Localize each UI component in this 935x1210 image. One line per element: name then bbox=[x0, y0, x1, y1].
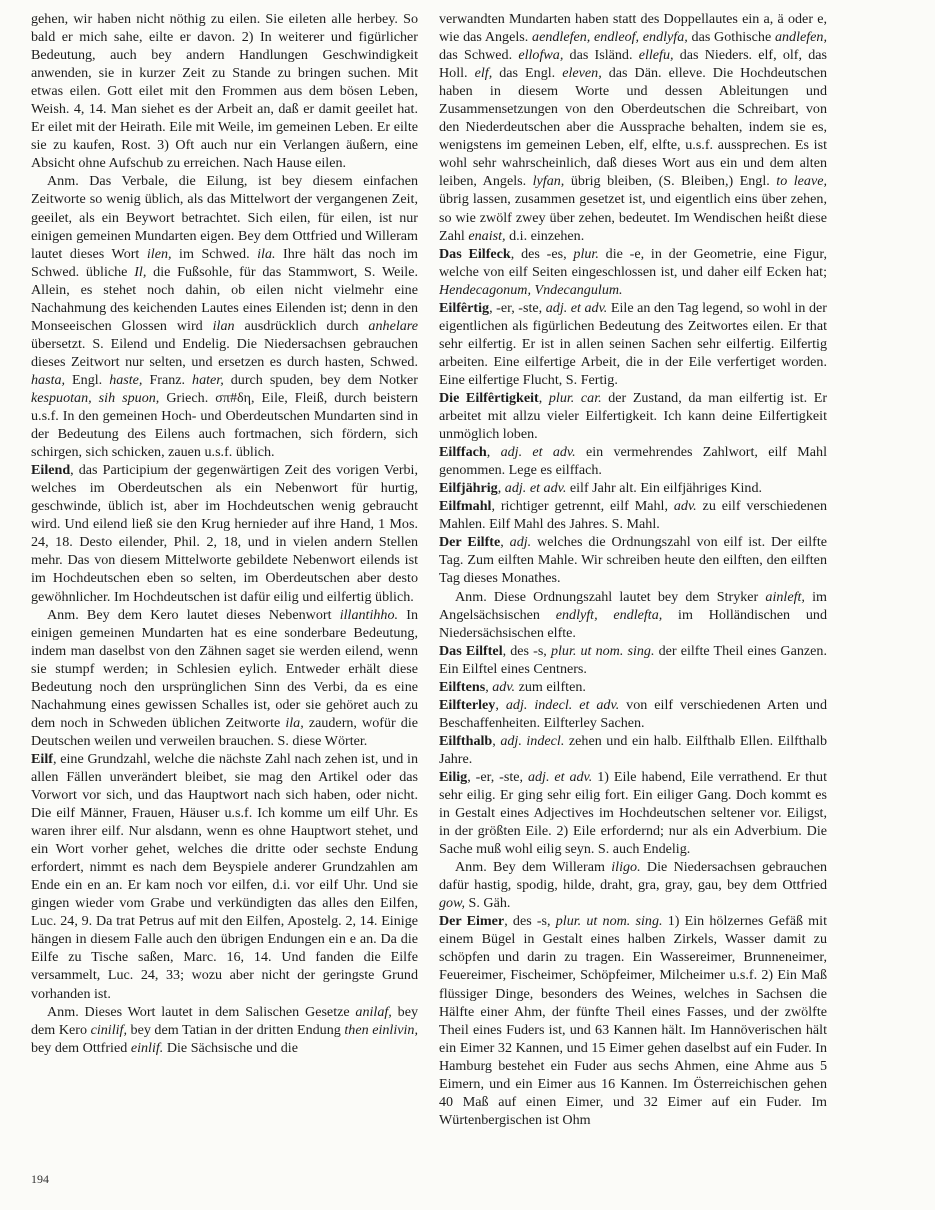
body-text: , das Participium der gegenwärtigen Zeit des vorigen Verbi, welches im Oberdeutschen als ein Nebenwort für hurtig, geschwinde, üblich ist, aber im Hochdeutschen wenig gebraucht wird. Und eilend ließ sie den Krug hernieder auf ihre Hand, 1 Mos. 24, 18. Desto eilender, Phil. 2, 18, und in vielen andern Stellen mehr. Das von diesem Mittelworte gebildete Nebenwort eilends ist im Hochdeutschen eben so selten, im Oberdeutschen aber desto gewöhnlicher. Im Hochdeutschen ist dafür eilig und eilfertig üblich. bbox=[31, 462, 418, 605]
headword: Der Eilfte bbox=[439, 534, 501, 551]
italic-term: adj. indecl. et adv. bbox=[505, 696, 620, 713]
italic-term: endlyft, endlefta, bbox=[555, 606, 663, 623]
body-text: Die Niedersachsen gebrauchen dafür hastig, spodig, hilde, draht, gra, gray, gau, bey dem Ottfried bbox=[439, 859, 827, 894]
italic-term: adj. bbox=[509, 534, 532, 551]
annotation-paragraph bbox=[31, 1003, 418, 1057]
dictionary-entry bbox=[439, 912, 827, 1129]
body-text: übrig bleiben, (S. Bleiben,) Engl. bbox=[564, 173, 777, 190]
body-text: gehen, wir haben nicht nöthig zu eilen. Sie eileten alle herbey. So bald er mich sahe, eilte er davon. 2) In weiterer und figürlicher Bedeutung, auch bey andern Handlungen Geschwindigkeit anwenden, sie in kurzer Zeit zu Stande zu bringen suchen. Mit etwas eilen. Gott eilet mit den Frommen aus dem bösen Leben, Weish. 4, 14. Man siehet es der Arbeit an, daß er damit geeilet hat. Er eilet mit der Heirath. Eile mit Weile, im gemeinen Leben. Er eilte sie zu kaufen, Rost. 3) Oft auch nur ein Verlangen äußern, eine Absicht ohne Aufschub zu erreichen. Nach Hause eilen. bbox=[31, 11, 418, 172]
body-text: zehen und ein halb. Eilfthalb Ellen. Eilfthalb Jahre. bbox=[439, 732, 827, 767]
dictionary-entry bbox=[439, 479, 827, 497]
italic-term: elf, bbox=[474, 65, 493, 82]
body-text: welches die Ordnungszahl von eilf ist. Der eilfte Tag. Zum eilften Mahle. Wir schreiben heute den eilften, den eilften Tag dieses Monathes. bbox=[439, 534, 827, 587]
body-text: , -er, -ste, bbox=[489, 299, 546, 316]
headword: Die Eilfêrtigkeit bbox=[439, 389, 539, 406]
dictionary-entry bbox=[439, 389, 827, 443]
dictionary-entry bbox=[439, 642, 827, 678]
body-text: bey dem Tatian in der dritten Endung bbox=[126, 1021, 345, 1038]
body-text: , richtiger getrennt, eilf Mahl, bbox=[491, 498, 674, 515]
body-text: durch spuden, bey dem Notker bbox=[223, 371, 418, 388]
headword: Der Eimer bbox=[439, 913, 505, 930]
body-text: , bbox=[497, 480, 505, 497]
body-text: der Zustand, da man eilfertig ist. Er arbeitet mit allzu vieler Eilfertigkeit. Ich kann deine Eilfertigkeit unmöglich loben. bbox=[439, 389, 827, 443]
body-text: das Dän. elleve. Die Hochdeutschen haben in diesem Worte und dessen Ableitungen und Zusammensetzungen von den Oberdeutschen die Schreibart, von den Niederdeutschen aber die Aussprache behalten, indem sie es, wenigstens im gemeinen Leben, elf, elfte, u.s.f. aussprechen. Es ist wohl sehr wahrscheinlich, daß dieses Wort aus ein und dem alten leiben, Angels. bbox=[439, 65, 827, 190]
annotation-paragraph bbox=[439, 858, 827, 912]
annotation-paragraph bbox=[439, 588, 827, 642]
annotation-paragraph bbox=[31, 606, 418, 750]
body-text: , des -s, bbox=[502, 642, 551, 659]
italic-term: anilaf, bbox=[355, 1003, 392, 1020]
headword: Eilfêrtig bbox=[439, 299, 490, 316]
body-text: Ihre hält das noch im Schwed. übliche bbox=[31, 245, 418, 280]
headword: Das Eilftel bbox=[439, 642, 503, 659]
dictionary-entry bbox=[31, 750, 418, 1003]
continuation-paragraph bbox=[31, 10, 418, 172]
italic-term: adj. et adv. bbox=[527, 768, 593, 785]
headword: Eilend bbox=[31, 462, 71, 479]
italic-term: kespuotan, sih spuon, bbox=[31, 389, 160, 406]
italic-term: enaist, bbox=[468, 227, 506, 244]
body-text: ein vermehrendes Zahlwort, eilf Mahl genommen. Lege es eilffach. bbox=[439, 444, 827, 479]
dictionary-entry bbox=[439, 299, 827, 389]
dictionary-entry bbox=[439, 732, 827, 768]
body-text: übrig lassen, zusammen gesetzet ist, und eigentlich eins über zehen, so wie zwölf zwey über zehen, bedeutet. Im Wendischen heißt diese Zahl bbox=[439, 191, 827, 244]
dictionary-entry bbox=[439, 245, 827, 299]
annotation-paragraph bbox=[31, 172, 418, 461]
body-text: das Gothische bbox=[687, 29, 775, 46]
body-text: Anm. Bey dem Willeram bbox=[455, 859, 612, 876]
body-text: , bbox=[486, 444, 501, 461]
italic-term: adj. et adv. bbox=[545, 299, 608, 316]
italic-term: ilen, bbox=[146, 245, 172, 262]
page-number: 194 bbox=[31, 1172, 49, 1186]
body-text: ausdrücklich durch bbox=[234, 317, 369, 334]
body-text: das Isländ. bbox=[563, 47, 639, 64]
body-text: zu eilf verschiedenen Mahlen. Eilf Mahl des Jahres. S. Mahl. bbox=[439, 498, 827, 533]
dictionary-entry bbox=[439, 497, 827, 533]
body-text: zum eilften. bbox=[515, 678, 586, 695]
headword: Eilftens bbox=[439, 678, 486, 695]
italic-term: adv. bbox=[492, 678, 516, 695]
italic-term: plur. car. bbox=[548, 389, 602, 406]
italic-term: hasta, bbox=[31, 371, 66, 388]
italic-term: adv. bbox=[673, 498, 697, 515]
italic-term: Hendecagonum, Vndecangulum. bbox=[439, 281, 623, 298]
body-text: Anm. Das Verbale, die Eilung, ist bey diesem einfachen Zeitworte so wenig üblich, als das Mittelwort der vergangenen Zeit, geeilet, als ein Beywort betrachtet. Sich eilen, für eilen, ist nur einigen gemeinen Mundarten eigen. Bey dem Ottfried und Willeram lautet dieses Wort bbox=[31, 173, 418, 262]
body-text: im Schwed. bbox=[171, 245, 258, 262]
italic-term: Il, bbox=[134, 263, 147, 280]
body-text: , des -es, bbox=[510, 245, 574, 262]
headword: Eilfterley bbox=[439, 696, 496, 713]
body-text: Anm. Diese Ordnungszahl lautet bey dem Stryker bbox=[455, 588, 766, 605]
headword: Eilfmahl bbox=[439, 498, 492, 515]
body-text: In einigen gemeinen Mundarten hat es eine sonderbare Bedeutung, indem man daselbst von den Zähnen saget sie werden eilend, wenn sie stumpf werden; in Schlesien eylich. Entweder erhält diese Bedeutung noch den ursprünglichen Sinn des Verbi, da es eine Nachahmung eines gewissen Schalles ist, oder sie gehöret auch zu dem noch in Schweden üblichen Zeitworte bbox=[31, 606, 418, 731]
body-text: , bbox=[495, 696, 506, 713]
body-text: , des -s, bbox=[504, 913, 556, 930]
body-text: , bbox=[492, 732, 501, 749]
body-text: , bbox=[485, 678, 493, 695]
body-text: , eine Grundzahl, welche die nächste Zahl nach zehen ist, und in allen Fällen unverändert bleibet, sie mag den Artikel oder das Vorwort vor sich, und das Hauptwort nach sich haben, oder nicht. Die eilf Männer, Frauen, Häuser u.s.f. Ich komme um eilf Uhr. Es waren ihrer eilf. Nur alsdann, wenn es ohne Hauptwort stehet, und ein Wort vorher gehet, welches die dritte oder sechste Endung erfordert, nimmt es nach dem Beyspiele anderer Grundzahlen am Ende ein en an. Er kam noch vor eilfen, d.i. vor eilf Uhr. Und sie gingen wieder vom Grabe und verkündigten das alles den Eilfen, Luc. 24, 9. Da trat Petrus auf mit den Eilfen, Apostelg. 2, 14. Einige hängen in diesem Falle auch den übrigen Endungen ein e an. Da die Eilfe zu Tische saßen, Marc. 16, 14. Und fanden die Eilfe versammelt, Luc. 24, 33; wozu aber nicht der geringste Grund vorhanden ist. bbox=[31, 750, 418, 1002]
italic-term: then einlivin, bbox=[344, 1021, 418, 1038]
italic-term: haste, bbox=[109, 371, 143, 388]
headword: Eilfjährig bbox=[439, 480, 498, 497]
italic-term: ainleft, bbox=[765, 588, 805, 605]
body-text: von eilf verschiedenen Arten und Beschaffenheiten. Eilfterley Sachen. bbox=[439, 696, 827, 731]
body-text: Anm. Dieses Wort lautet in dem Salischen Gesetze bbox=[47, 1003, 356, 1020]
italic-term: ila, bbox=[285, 714, 304, 731]
body-text: verwandten Mundarten haben statt des Doppellautes ein a, ä oder e, wie das Angels. bbox=[439, 11, 827, 46]
italic-term: einlif. bbox=[130, 1039, 164, 1056]
body-text: das Schwed. bbox=[439, 47, 519, 64]
body-text: übersetzt. S. Eilend und Endelig. Die Niedersachsen gebrauchen dieses Zeitwort nur selten, und ersetzen es durch hasten, Schwed. bbox=[31, 335, 418, 370]
body-text: im Holländischen und Niedersächsischen elfte. bbox=[439, 606, 827, 641]
italic-term: plur. ut nom. sing. bbox=[550, 642, 655, 659]
italic-term: to leave, bbox=[776, 173, 827, 190]
dictionary-entry bbox=[439, 768, 827, 858]
italic-term: lyfan, bbox=[532, 173, 565, 190]
body-text: eilf Jahr alt. Ein eilfjähriges Kind. bbox=[566, 480, 763, 497]
italic-term: ellefu, bbox=[638, 47, 674, 64]
italic-term: cinilif, bbox=[90, 1021, 127, 1038]
body-text: Franz. bbox=[142, 371, 193, 388]
body-text: das Nieders. elf, olf, das Holl. bbox=[439, 47, 827, 82]
headword: Eilffach bbox=[439, 444, 487, 461]
body-text: Anm. Bey dem Kero lautet dieses Nebenwort bbox=[47, 606, 340, 623]
italic-term: ila. bbox=[257, 245, 276, 262]
dictionary-entry bbox=[439, 696, 827, 732]
body-text: , bbox=[538, 389, 549, 406]
headword: Eilig bbox=[439, 768, 468, 785]
dictionary-entry bbox=[439, 443, 827, 479]
body-text: , -er, -ste, bbox=[467, 768, 528, 785]
italic-term: iligo. bbox=[611, 859, 641, 876]
italic-term: adj. et adv. bbox=[500, 444, 576, 461]
headword: Eilfthalb bbox=[439, 732, 493, 749]
body-text: im Angelsächsischen bbox=[439, 588, 827, 623]
body-text: der eilfte Theil eines Ganzen. Ein Eilftel eines Centners. bbox=[439, 642, 827, 677]
italic-term: adj. et adv. bbox=[504, 480, 567, 497]
italic-term: ellofwa, bbox=[518, 47, 564, 64]
italic-term: ilan bbox=[212, 317, 235, 334]
italic-term: aendlefen, endleof, endlyfa, bbox=[532, 29, 688, 46]
body-text: bey dem Kero bbox=[31, 1003, 418, 1038]
right-column bbox=[439, 10, 827, 1170]
headword: Das Eilfeck bbox=[439, 245, 511, 262]
body-text: zaudern, wofür die Deutschen weilen und verweilen brauchen. S. diese Wörter. bbox=[31, 714, 418, 749]
dictionary-entry bbox=[439, 678, 827, 696]
italic-term: hater, bbox=[192, 371, 224, 388]
body-text: Griech. σπ#δη, Eile, Fleiß, durch beistern u.s.f. In den gemeinen Hoch- und Oberdeutschen Mundarten sind in der Bedeutung des Eilens auch fortmachen, sich fördern, sich schirgen, sich schicken, zauen u.s.f. üblich. bbox=[31, 389, 418, 461]
continuation-paragraph bbox=[439, 10, 827, 245]
italic-term: andlefen, bbox=[774, 29, 827, 46]
body-text: die Fußsohle, für das Stammwort, S. Weile. Allein, es stehet noch dahin, ob eilen nicht vielmehr eine Nachahmung des keichenden Lautes eines Eilenden ist; denn in den Monseeischen Glossen wird bbox=[31, 263, 418, 334]
dictionary-page bbox=[31, 10, 907, 1170]
body-text: d.i. einzehen. bbox=[505, 227, 585, 244]
left-column bbox=[31, 10, 418, 1170]
body-text: das Engl. bbox=[492, 65, 563, 82]
dictionary-entry bbox=[31, 461, 418, 605]
italic-term: gow, bbox=[439, 895, 465, 912]
body-text: Die Sächsische und die bbox=[163, 1039, 298, 1056]
body-text: die -e, in der Geometrie, eine Figur, welche von eilf Seiten eingeschlossen ist, und daher eilf Ecken hat; bbox=[439, 245, 827, 280]
body-text: Engl. bbox=[65, 371, 110, 388]
body-text: 1) Eile habend, Eile verrathend. Er thut sehr eilig. Er ging sehr eilig fort. Ein eiliger Gang. Doch kommt es in Gestalt eines Adjectives im Hochdeutschen seltener vor. Eiligst, in der größten Eile. 2) Eile erfordernd; nur als ein Adverbium. Die Sache muß wohl eilig seyn. S. auch Endelig. bbox=[439, 768, 827, 858]
body-text: Eile an den Tag legend, so wohl in der eigentlichen als figürlichen Bedeutung des Zeitwortes eilen. Er that sehr eilfertig. Er ist in allen seinen Sachen sehr eilfertig. Eilfertig arbeiten. Eine eilfertige Arbeit, die in der Eile verfertiget worden. Eine eilfertige Flucht, S. Fertig. bbox=[439, 299, 827, 388]
body-text: 1) Ein hölzernes Gefäß mit einem Bügel in Gestalt eines halben Zirkels, Wasser damit zu schöpfen und darin zu tragen. Ein Wassereimer, Brunneneimer, Feuereimer, Fischeimer, Schöpfeimer, Milcheimer u.s.f. 2) Ein Maß flüssiger Dinge, besonders des Weines, welches in Sachsen die Hälfte einer Ahm, der fünfte Theil eines Fasses, und der zwölfte Theil eines Fuders ist, und 63 Kannen hält. Im Hannöverischen hält ein Eimer 32 Kannen, und 15 Eimer gehen daselbst auf ein Fuder. In Hamburg bestehet ein Fuder aus sechs Ahmen, eine Ahme aus 5 Eimern, und ein Eimer aus 16 Kannen. Im Österreichischen gehen 40 Maß auf einen Eimer, und 32 Eimer auf ein Fuder. Im Würtenbergischen ist Ohm bbox=[439, 913, 827, 1128]
headword: Eilf bbox=[31, 750, 53, 767]
body-text: S. Gäh. bbox=[464, 895, 511, 912]
dictionary-entry bbox=[439, 533, 827, 587]
body-text: , bbox=[500, 534, 510, 551]
italic-term: plur. bbox=[573, 245, 599, 262]
italic-term: anhelare bbox=[368, 317, 418, 334]
body-text: bey dem Ottfried bbox=[31, 1039, 131, 1056]
italic-term: eleven, bbox=[562, 65, 602, 82]
italic-term: adj. indecl. bbox=[500, 732, 565, 749]
italic-term: plur. ut nom. sing. bbox=[555, 913, 663, 930]
italic-term: illantihho. bbox=[339, 606, 399, 623]
